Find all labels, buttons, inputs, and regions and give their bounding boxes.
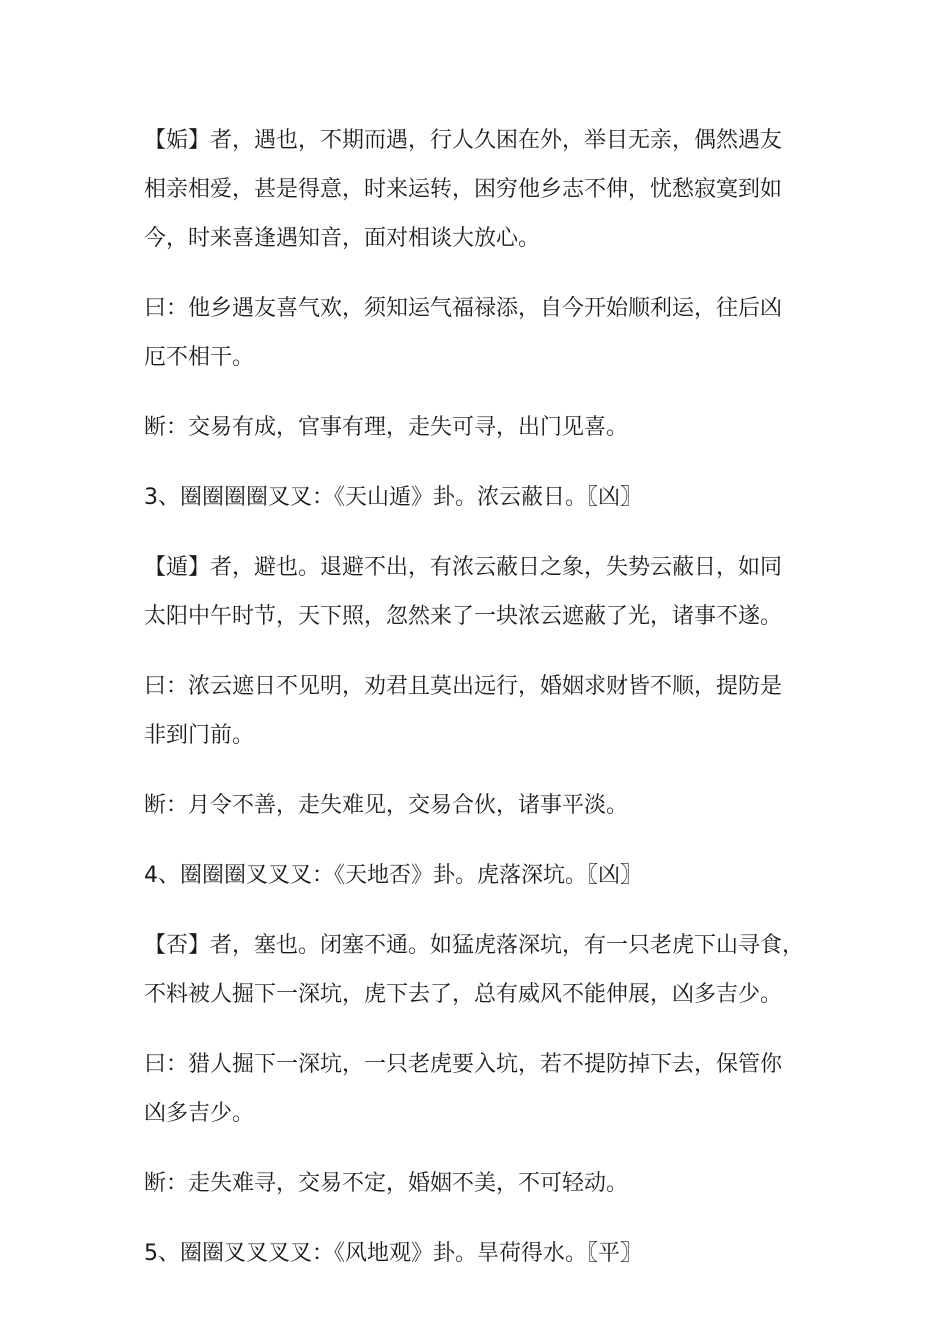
text-line: 【姤】者，遇也，不期而遇，行人久困在外，举目无亲，偶然遇友 [144,128,783,153]
text-line: 今，时来喜逢遇知音，面对相谈大放心。 [144,226,541,251]
paragraph-pi-explanation [144,921,808,1019]
paragraph-gou-judgment [144,403,808,452]
paragraph-dun-judgment [144,781,808,830]
text-line: 曰：他乡遇友喜气欢，须知运气福禄添，自今开始顺利运，往后凶 [144,296,783,321]
text-line: 【遁】者，避也。退避不出，有浓云蔽日之象，失势云蔽日，如同 [144,555,783,580]
text-line: 凶多吉少。 [144,1101,255,1126]
heading-hexagram-3 [144,473,808,522]
paragraph-gou-explanation [144,116,808,263]
text-line: 太阳中午时节，天下照，忽然来了一块浓云遮蔽了光，诸事不遂。 [144,604,783,629]
heading-hexagram-5 [144,1229,808,1278]
text-line: 断：走失难寻，交易不定，婚姻不美，不可轻动。 [144,1171,629,1196]
text-line: 不料被人掘下一深坑，虎下去了，总有威风不能伸展，凶多吉少。 [144,982,783,1007]
section-heading: 4、圈圈圈叉叉叉：《天地否》卦。虎落深坑。〖凶〗 [144,863,642,888]
section-heading: 5、圈圈叉叉叉叉：《风地观》卦。旱荷得水。〖平〗 [144,1241,642,1266]
paragraph-dun-explanation [144,543,808,641]
text-line: 厄不相干。 [144,345,255,370]
text-line: 曰：浓云遮日不见明，劝君且莫出远行，婚姻求财皆不顺，提防是 [144,674,783,699]
paragraph-gou-verse [144,284,808,382]
text-line: 断：月令不善，走失难见，交易合伙，诸事平淡。 [144,793,629,818]
text-line: 曰：猎人掘下一深坑，一只老虎要入坑，若不提防掉下去，保管你 [144,1052,783,1077]
paragraph-dun-verse [144,662,808,760]
text-line: 【否】者，塞也。闭塞不通。如猛虎落深坑，有一只老虎下山寻食， [144,933,805,958]
text-line: 相亲相爱，甚是得意，时来运转，困穷他乡志不伸，忧愁寂寞到如 [144,177,783,202]
text-line: 断：交易有成，官事有理，走失可寻，出门见喜。 [144,415,629,440]
paragraph-pi-judgment [144,1159,808,1208]
paragraph-pi-verse [144,1040,808,1138]
section-heading: 3、圈圈圈圈叉叉：《天山遁》卦。浓云蔽日。〖凶〗 [144,485,642,510]
heading-hexagram-4 [144,851,808,900]
text-line: 非到门前。 [144,723,255,748]
document-body [144,116,808,1299]
